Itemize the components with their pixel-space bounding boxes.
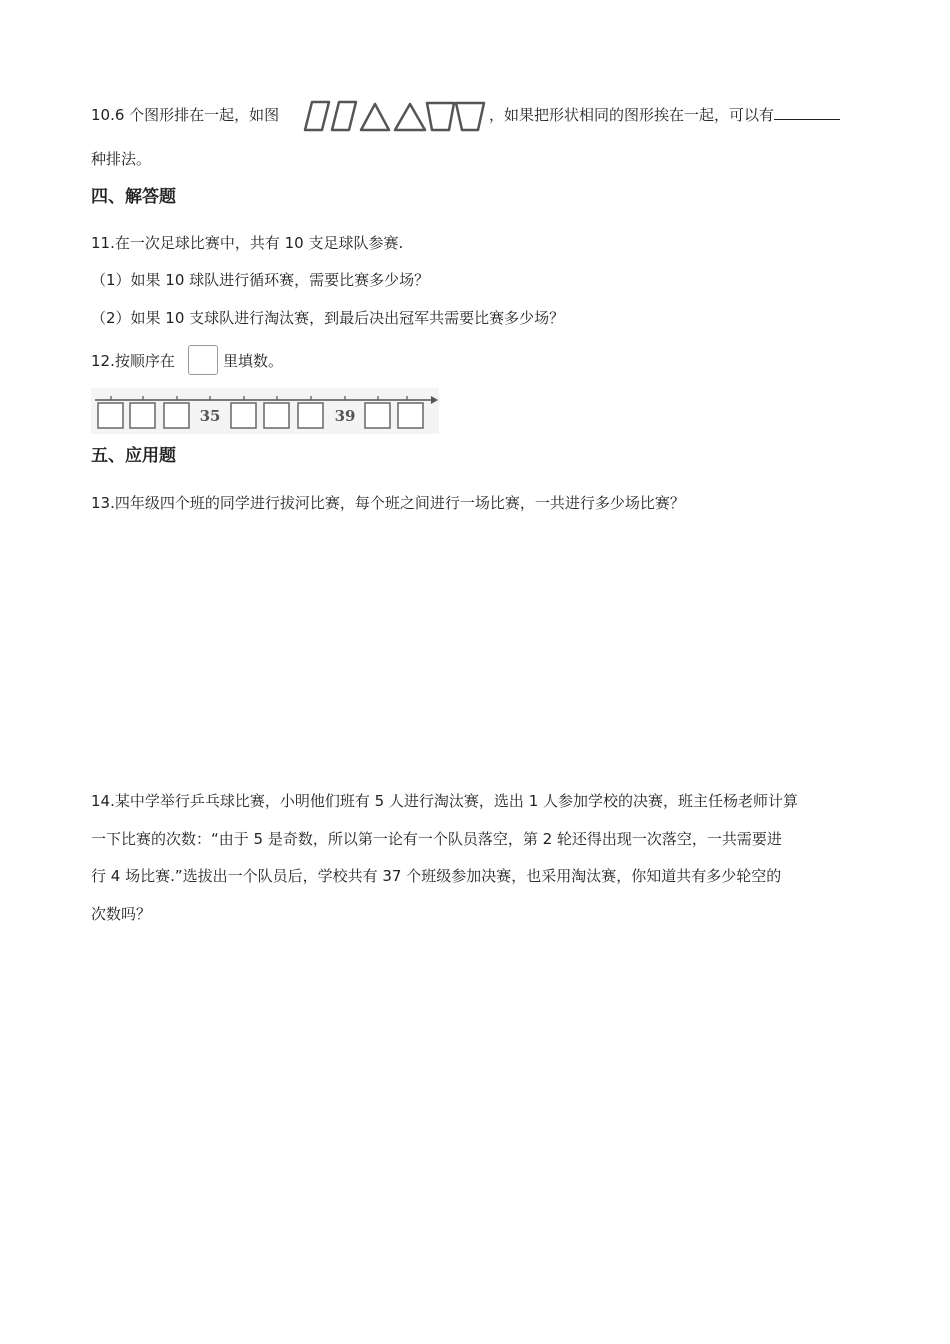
q12-text-before: 12.按顺序在 — [91, 352, 175, 370]
number-box[interactable] — [130, 403, 155, 428]
q14-line4: 次数吗？ — [91, 905, 152, 923]
q10-line1 — [91, 105, 279, 125]
q10-line2: 种排法。 — [91, 150, 152, 168]
q10-shapes-figure — [299, 99, 487, 133]
q12-number-line — [91, 388, 439, 434]
section5-title: 五、应用题 — [91, 446, 176, 466]
q14-line2: 一下比赛的次数：“由于 5 是奇数，所以第一论有一个队员落空，第 2 轮还得出现一次落空，一共需要进 — [91, 830, 782, 848]
q12-inline-box — [188, 345, 218, 375]
q10-answer-blank[interactable] — [774, 105, 840, 120]
q10-text-before: 10.6 个图形排在一起，如图 — [91, 106, 280, 124]
q11-sub2: （2）如果 10 支球队进行淘汰赛，到最后决出冠军共需要比赛多少场？ — [91, 309, 565, 327]
number-box[interactable] — [164, 403, 189, 428]
q14-line1: 14.某中学举行乒乓球比赛，小明他们班有 5 人进行淘汰赛，选出 1 人参加学校的决赛，班主任杨老师计算 — [91, 792, 799, 810]
inverted-trapezoid-icon — [427, 103, 454, 130]
parallelogram-icon — [332, 102, 356, 130]
number-box[interactable] — [298, 403, 323, 428]
number-box[interactable] — [231, 403, 256, 428]
numline-label-39: 39 — [334, 407, 356, 425]
triangle-icon — [361, 104, 389, 130]
triangle-icon — [395, 104, 425, 130]
numline-label-35: 35 — [199, 407, 221, 425]
q10-text-after: ，如果把形状相同的图形挨在一起，可以有 — [489, 106, 775, 124]
q12-text-after: 里填数。 — [223, 352, 284, 370]
number-box[interactable] — [264, 403, 289, 428]
parallelogram-icon — [305, 102, 329, 130]
q13-text: 13.四年级四个班的同学进行拔河比赛，每个班之间进行一场比赛，一共进行多少场比赛？ — [91, 494, 685, 512]
q10-line1-cont — [489, 105, 840, 125]
number-box[interactable] — [98, 403, 123, 428]
q14-line3: 行 4 场比赛.”选拔出一个队员后，学校共有 37 个班级参加决赛，也采用淘汰赛，你知道共有多少轮空的 — [91, 867, 782, 885]
q11-sub1: （1）如果 10 球队进行循环赛，需要比赛多少场？ — [91, 271, 430, 289]
q11-stem: 11.在一次足球比赛中，共有 10 支足球队参赛. — [91, 234, 404, 252]
section4-title: 四、解答题 — [91, 187, 176, 207]
number-box[interactable] — [365, 403, 390, 428]
number-box[interactable] — [398, 403, 423, 428]
inverted-trapezoid-icon — [456, 103, 484, 130]
